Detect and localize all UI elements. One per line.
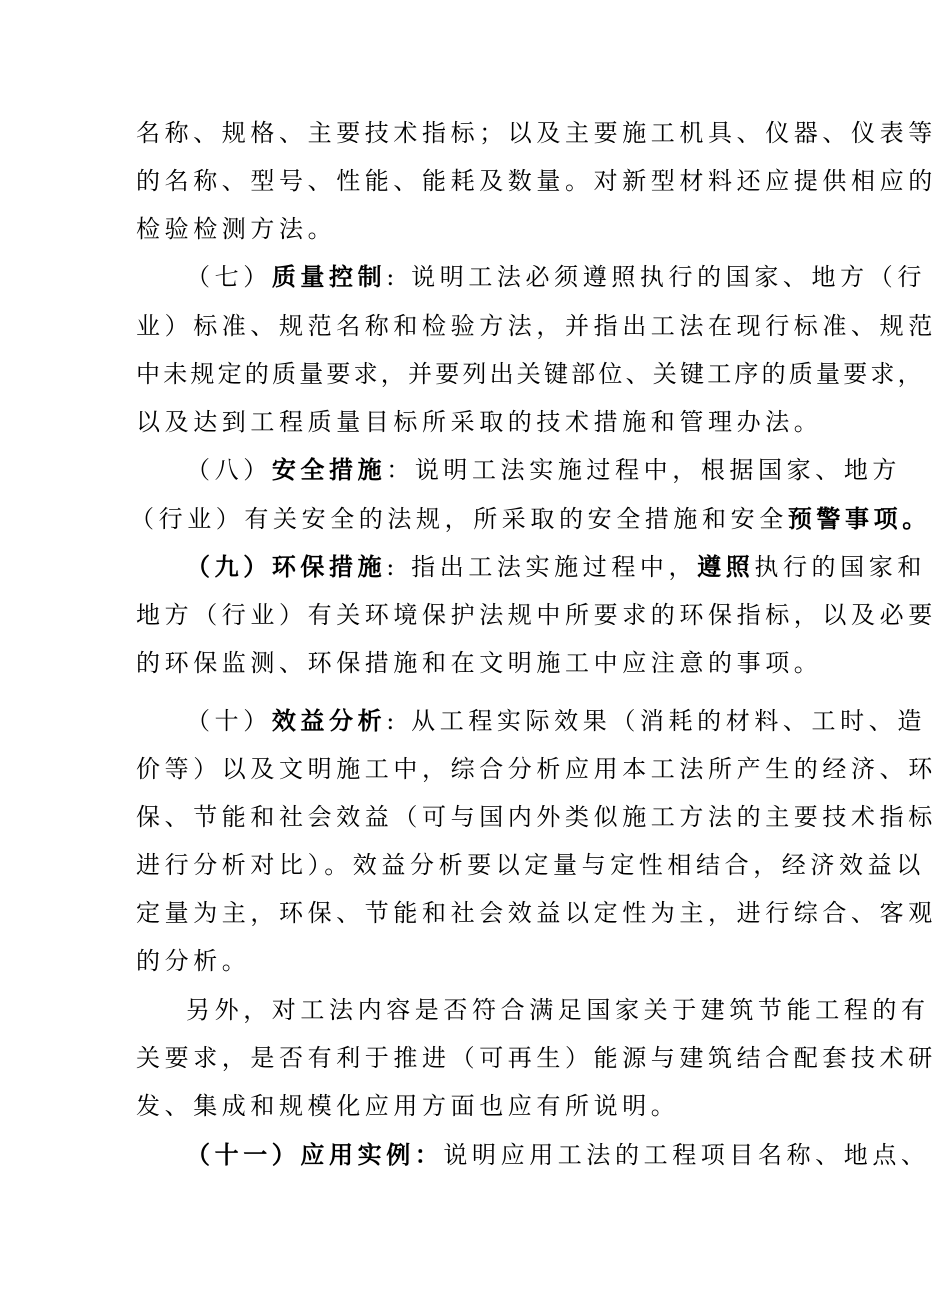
section-8-heading-line	[186, 455, 902, 485]
section-title: （十一）应用实例：	[186, 1140, 444, 1169]
text-line	[136, 118, 937, 148]
text: 价等）以及文明施工中，综合分析应用本工法所产生的经济、环	[136, 755, 937, 783]
text: 执行的国家和	[754, 553, 926, 581]
text: : 指出工法实施过程中，	[386, 553, 698, 581]
section-title: 效益分析	[271, 706, 387, 735]
section-number: （七）	[186, 263, 272, 291]
text: 另外，对工法内容是否符合满足国家关于建筑节能工程的有	[186, 996, 930, 1024]
text-line	[136, 311, 937, 341]
section-10-heading-line	[186, 706, 926, 736]
text-line	[136, 166, 937, 196]
text: 检验检测方法。	[136, 215, 337, 243]
text-line	[136, 600, 937, 630]
text: : 从工程实际效果（消耗的材料、工时、造	[386, 707, 926, 735]
text: ：说明工法实施过程中，根据国家、地方	[386, 456, 902, 484]
text: 定量为主，环保、节能和社会效益以定性为主，进行综合、客观	[136, 899, 937, 927]
text: 业）标准、规范名称和检验方法，并指出工法在现行标准、规范	[136, 312, 937, 340]
text-line	[136, 407, 823, 437]
text: 发、集成和规模化应用方面也应有所说明。	[136, 1092, 680, 1120]
text-line	[136, 1043, 937, 1073]
text-line	[136, 898, 937, 928]
emphasis: 预警事项。	[787, 504, 931, 533]
section-9-heading-line	[186, 552, 926, 582]
section-7-heading-line	[186, 262, 926, 292]
section-number: （八）	[186, 456, 272, 484]
text-line	[136, 754, 937, 784]
text-line	[136, 850, 925, 880]
section-title: 质量控制	[271, 262, 387, 291]
text-line	[186, 995, 930, 1025]
text: 关要求，是否有利于推进（可再生）能源与建筑结合配套技术研	[136, 1044, 937, 1072]
section-number: （十）	[186, 707, 272, 735]
text: 说明应用工法的工程项目名称、地点、	[443, 1141, 930, 1169]
text: 进行分析对比）。效益分析要以定量与定性相结合，经济效益以	[136, 851, 925, 879]
section-title: 环保措施	[271, 552, 387, 581]
text-line	[136, 648, 823, 678]
text: 的分析。	[136, 947, 251, 975]
text: 名称、规格、主要技术指标；以及主要施工机具、仪器、仪表等	[136, 119, 937, 147]
section-number: （九）	[186, 552, 272, 581]
text: 的名称、型号、性能、能耗及数量。对新型材料还应提供相应的	[136, 167, 937, 195]
text-line	[136, 802, 937, 832]
text-line	[136, 946, 796, 976]
text-line	[136, 214, 796, 244]
text-line	[136, 359, 925, 389]
text: 的环保监测、环保措施和在文明施工中应注意的事项。	[136, 649, 823, 677]
text: 中未规定的质量要求，并要列出关键部位、关键工序的质量要求，	[136, 360, 925, 388]
section-title: 安全措施	[271, 455, 387, 484]
section-11-heading-line	[186, 1140, 930, 1170]
text-line	[130, 504, 931, 534]
text: 地方（行业）有关环境保护法规中所要求的环保指标，以及必要	[136, 601, 937, 629]
text: （行业）有关安全的法规，所采取的安全措施和安全	[130, 505, 788, 533]
text-line	[136, 1091, 796, 1121]
emphasis: 遵照	[697, 552, 755, 581]
text: 以及达到工程质量目标所采取的技术措施和管理办法。	[136, 408, 823, 436]
text: 保、节能和社会效益（可与国内外类似施工方法的主要技术指标	[136, 803, 937, 831]
text: : 说明工法必须遵照执行的国家、地方（行	[386, 263, 926, 291]
